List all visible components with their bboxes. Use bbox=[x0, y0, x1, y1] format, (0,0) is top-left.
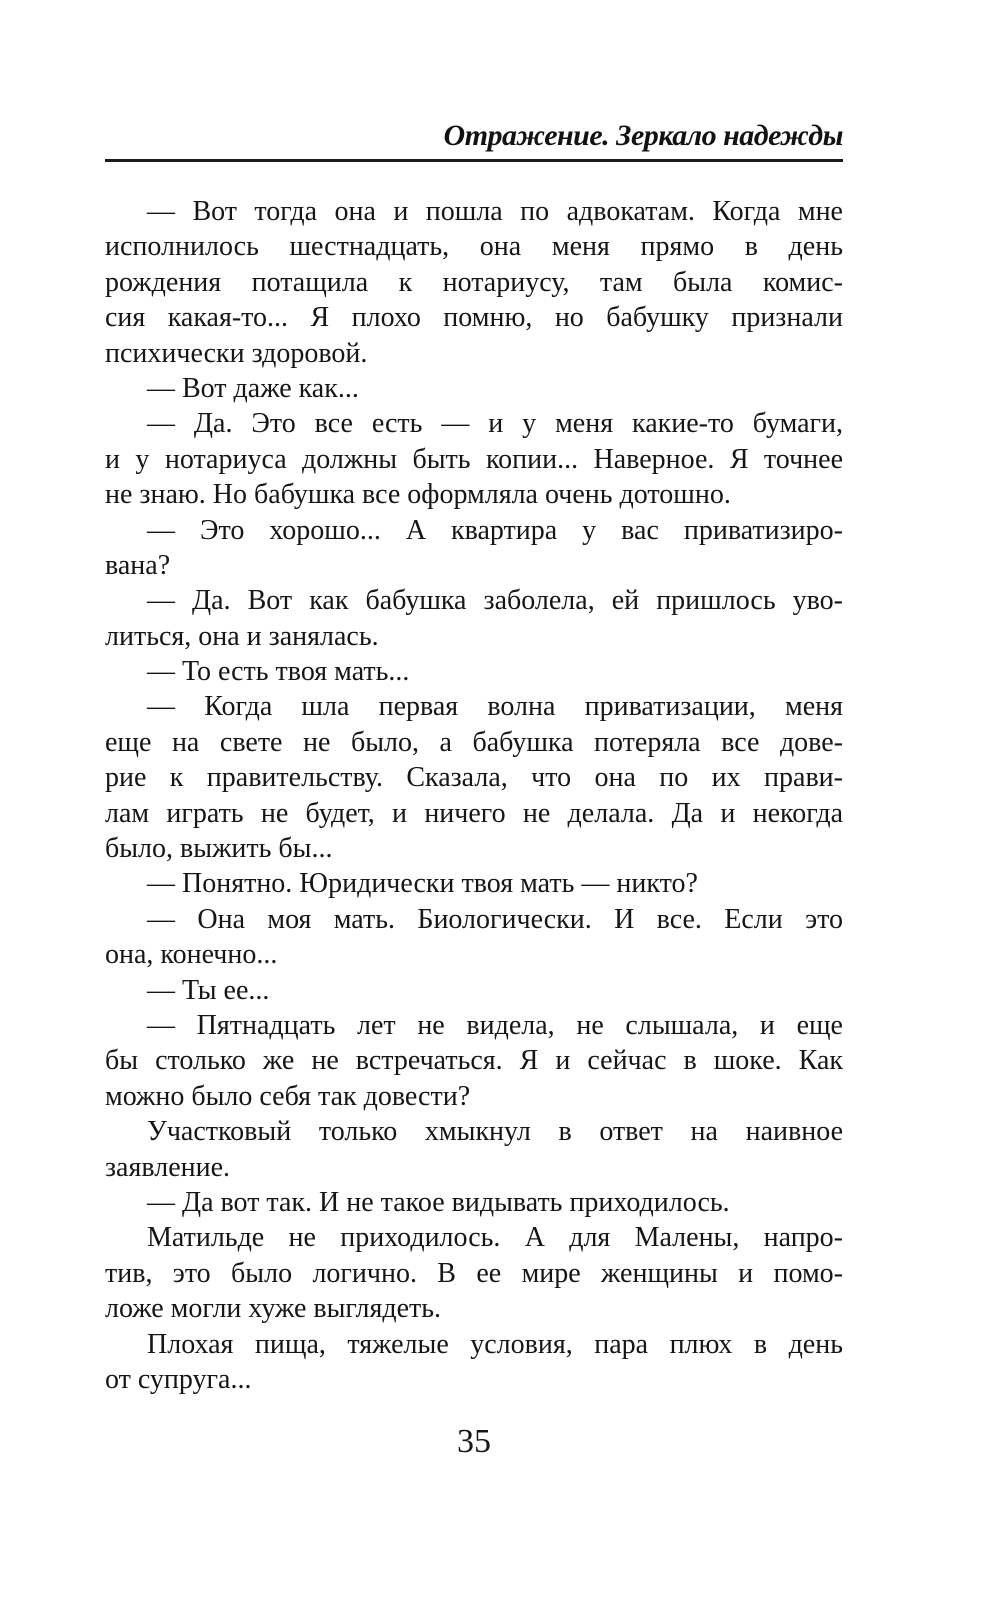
text-line: рие к правительству. Сказала, что она по их прави- bbox=[105, 762, 843, 794]
text-line: тив, это было логично. В ее мире женщины и помо- bbox=[105, 1257, 843, 1289]
text-line: — Пятнадцать лет не видела, не слышала, и еще bbox=[147, 1009, 843, 1041]
text-line: еще на свете не было, а бабушка потеряла все дове- bbox=[105, 726, 843, 758]
text-line: — Это хорошо... А квартира у вас приватизиро- bbox=[147, 514, 843, 546]
text-line: Плохая пища, тяжелые условия, пара плюх в день bbox=[147, 1328, 843, 1360]
paragraph bbox=[105, 973, 843, 1008]
text-line: бы столько же не встречаться. Я и сейчас в шоке. Как bbox=[105, 1045, 843, 1077]
paragraph bbox=[105, 1008, 843, 1114]
text-line: от супруга... bbox=[105, 1363, 252, 1395]
running-header-title: Отражение. Зеркало надежды bbox=[443, 119, 843, 152]
paragraph bbox=[105, 371, 843, 406]
header-rule bbox=[105, 159, 843, 162]
text-line: — Вот даже как... bbox=[147, 372, 359, 404]
page-number: 35 bbox=[457, 1423, 491, 1460]
paragraph bbox=[105, 513, 843, 584]
text-line: — Ты ее... bbox=[147, 974, 270, 1006]
text-line: исполнилось шестнадцать, она меня прямо в день bbox=[105, 231, 843, 263]
text-line: можно было себя так довести? bbox=[105, 1080, 471, 1112]
paragraph bbox=[105, 689, 843, 866]
text-line: — Да. Это все есть — и у меня какие-то бумаги, bbox=[147, 408, 843, 440]
paragraph bbox=[105, 194, 843, 371]
text-line: — Да. Вот как бабушка заболела, ей пришлось уво- bbox=[147, 585, 843, 617]
text-line: заявление. bbox=[105, 1151, 231, 1183]
text-line: и у нотариуса должны быть копии... Наверное. Я точнее bbox=[105, 443, 843, 475]
paragraph bbox=[105, 902, 843, 973]
text-line: литься, она и занялась. bbox=[105, 620, 379, 652]
text-line: вана? bbox=[105, 549, 171, 581]
paragraph bbox=[105, 1220, 843, 1326]
text-line: она, конечно... bbox=[105, 939, 278, 971]
paragraph bbox=[105, 406, 843, 512]
text-line: Матильде не приходилось. А для Малены, напро- bbox=[147, 1222, 843, 1254]
text-line: — Вот тогда она и пошла по адвокатам. Когда мне bbox=[147, 196, 843, 227]
text-line: — Она моя мать. Биологически. И все. Если это bbox=[147, 903, 843, 935]
paragraph bbox=[105, 866, 843, 901]
text-line: сия какая-то... Я плохо помню, но бабушку признали bbox=[105, 302, 843, 334]
text-line: не знаю. Но бабушка все оформляла очень дотошно. bbox=[105, 479, 731, 511]
text-line: было, выжить бы... bbox=[105, 833, 333, 865]
text-line: — Понятно. Юридически твоя мать — никто? bbox=[147, 868, 698, 900]
paragraph bbox=[105, 1185, 843, 1220]
text-line: — То есть твоя мать... bbox=[147, 656, 410, 688]
paragraph bbox=[105, 1327, 843, 1398]
paragraph bbox=[105, 1114, 843, 1185]
paragraph bbox=[105, 654, 843, 689]
text-line: лам играть не будет, и ничего не делала. Да и некогда bbox=[105, 797, 843, 829]
text-line: психически здоровой. bbox=[105, 337, 368, 369]
text-line: — Да вот так. И не такое видывать приходилось. bbox=[147, 1186, 730, 1218]
text-line: Участковый только хмыкнул в ответ на наивное bbox=[147, 1116, 843, 1148]
page-body bbox=[105, 194, 843, 1397]
text-line: ложе могли хуже выглядеть. bbox=[105, 1293, 442, 1325]
running-header bbox=[105, 120, 843, 162]
text-line: — Когда шла первая волна приватизации, меня bbox=[147, 691, 843, 723]
paragraph bbox=[105, 583, 843, 654]
text-line: рождения потащила к нотариусу, там была комис- bbox=[105, 266, 843, 298]
